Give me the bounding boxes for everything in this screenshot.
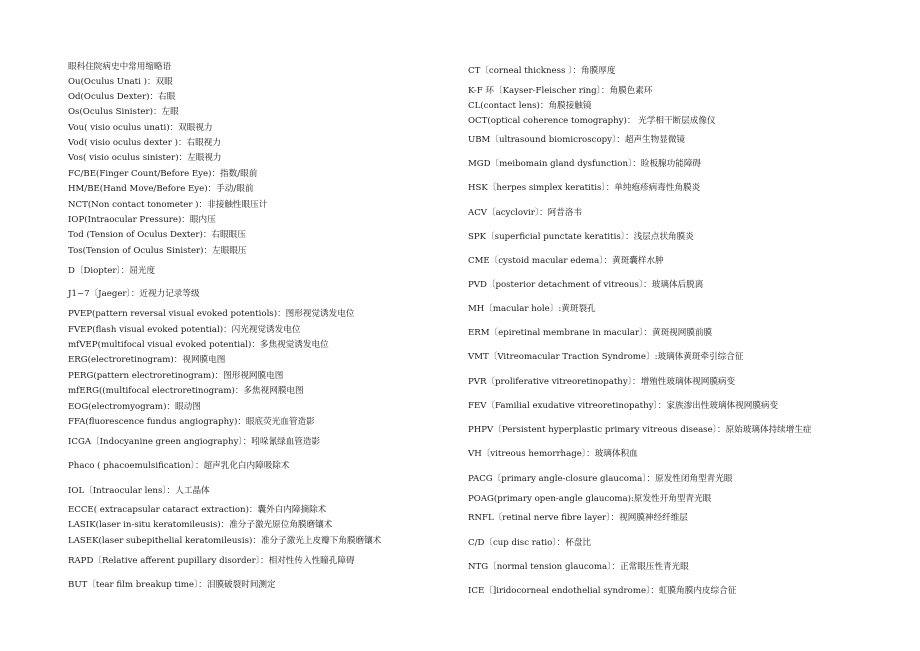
glossary-entry: HM/BE(Hand Move/Before Eye)：手动/眼前: [68, 184, 254, 194]
glossary-entry: RAPD〔Relative afferent pupillary disorder〕：相对性传入性瞳孔障碍: [68, 556, 355, 566]
glossary-entry: FEV〔Familial exudative vitreoretinopathy〕：家族渗出性玻璃体视网膜病变: [468, 401, 779, 411]
glossary-entry: POAG(primary open-angle glaucoma):原发性开角型青光眼: [468, 494, 712, 504]
glossary-entry: VH〔vitreous hemorrhage〕：玻璃体积血: [468, 449, 638, 459]
glossary-entry: UBM〔ultrasound biomicroscopy〕：超声生物显微镜: [468, 135, 686, 145]
glossary-entry: C/D〔cup disc ratio〕：杯盘比: [468, 538, 592, 548]
glossary-entry: ERG(electroretinogram)：视网膜电图: [68, 355, 226, 365]
glossary-entry: IOL〔Intraocular lens〕：人工晶体: [68, 486, 210, 496]
glossary-entry: D〔Diopter〕：屈光度: [68, 266, 156, 276]
glossary-entry: HSK〔herpes simplex keratitis〕：单纯疱疹病毒性角膜炎: [468, 183, 701, 193]
glossary-entry: CL(contact lens)：角膜接触镜: [468, 101, 592, 111]
glossary-entry: LASEK(laser subepithelial keratomileusis)：准分子激光上皮瓣下角膜磨镶术: [68, 536, 382, 546]
glossary-entry: Vod( visio oculus dexter )：右眼视力: [68, 138, 221, 148]
glossary-entry: PERG(pattern electroretinogram)：图形视网膜电图: [68, 371, 284, 381]
glossary-entry: Tod (Tension of Oculus Dexter)：右眼眼压: [68, 230, 246, 240]
glossary-entry: NCT(Non contact tonometer )：非接触性眼压计: [68, 200, 268, 210]
glossary-entry: Phaco ( phacoemulsification〕：超声乳化白内障吸除术: [68, 461, 290, 471]
glossary-entry: VMT〔Vitreomacular Traction Syndrome〕:玻璃体黄斑牵引综合征: [468, 352, 744, 362]
glossary-entry: mfVEP(multifocal visual evoked potential)：多焦视觉诱发电位: [68, 340, 329, 350]
glossary-entry: BUT〔tear film breakup time〕：泪膜破裂时间测定: [68, 580, 276, 590]
glossary-entry: mfERG((multifocal electroretinogram)：多焦视网膜电图: [68, 386, 304, 396]
glossary-entry: EOG(electromyogram)：眼动图: [68, 402, 201, 412]
glossary-entry: FC/BE(Finger Count/Before Eye)：指数/眼前: [68, 169, 258, 179]
glossary-entry: ERM〔epiretinal membrane in macular〕：黄斑视网膜前膜: [468, 328, 713, 338]
glossary-entry: Vou( visio oculus unati)：双眼视力: [68, 123, 213, 133]
glossary-entry: PHPV〔Persistent hyperplastic primary vitreous disease〕：原始玻璃体持续增生症: [468, 425, 812, 435]
glossary-entry: PACG〔primary angle-closure glaucoma〕：原发性闭角型青光眼: [468, 474, 733, 484]
glossary-entry: Vos( visio oculus sinister)：左眼视力: [68, 153, 222, 163]
glossary-entry: OCT(optical coherence tomography)： 光学相干断层成像仪: [468, 116, 716, 126]
glossary-entry: K-F 环〔Kayser-Fleischer ring〕：角膜色素环: [468, 86, 653, 96]
glossary-entry: PVD〔posterior detachment of vitreous〕：玻璃体后脱离: [468, 280, 704, 290]
glossary-entry: MGD〔meibomain gland dysfunction〕：睑板腺功能障碍: [468, 159, 702, 169]
glossary-entry: ICE〔]iridocorneal endothelial syndrome〕：虹膜角膜内皮综合征: [468, 586, 737, 596]
glossary-entry: ECCE( extracapsular cataract extraction)：囊外白内障摘除术: [68, 505, 327, 515]
glossary-entry: FVEP(flash visual evoked potential)：闪光视觉诱发电位: [68, 325, 301, 335]
document-title: 眼科住院病史中常用缩略语: [68, 62, 172, 72]
glossary-entry: CT〔corneal thickness 〕：角膜厚度: [468, 66, 616, 76]
glossary-entry: Tos(Tension of Oculus Sinister)：左眼眼压: [68, 246, 247, 256]
glossary-entry: SPK〔superficial punctate keratitis〕：浅层点状角膜炎: [468, 232, 694, 242]
glossary-entry: RNFL〔retinal nerve fibre layer〕：视网膜神经纤维层: [468, 513, 688, 523]
glossary-entry: J1~7〔Jaeger〕：近视力记录等级: [68, 289, 200, 299]
glossary-entry: FFA(fluorescence fundus angiography)：眼底荧光血管造影: [68, 417, 315, 427]
glossary-entry: MH〔macular hole〕:黄斑裂孔: [468, 304, 596, 314]
glossary-entry: CME〔cystoid macular edema〕：黄斑囊样水肿: [468, 256, 664, 266]
glossary-entry: IOP(Intraocular Pressure)：眼内压: [68, 215, 216, 225]
glossary-entry: Os(Oculus Sinister)：左眼: [68, 107, 179, 117]
glossary-entry: LASIK(laser in-situ keratomileusis)：准分子激光原位角膜磨镶术: [68, 520, 333, 530]
glossary-entry: ACV〔acyclovir〕：阿昔洛韦: [468, 208, 583, 218]
glossary-entry: PVR〔proliferative vitreoretinopathy〕：增殖性玻璃体视网膜病变: [468, 377, 736, 387]
glossary-entry: Od(Oculus Dexter)：右眼: [68, 92, 176, 102]
glossary-entry: ICGA〔Indocyanine green angiography〕：吲哚氰绿血管造影: [68, 437, 321, 447]
glossary-entry: PVEP(pattern reversal visual evoked potentiols)：图形视觉诱发电位: [68, 309, 355, 319]
glossary-entry: NTG〔normal tension glaucoma〕：正常眼压性青光眼: [468, 562, 689, 572]
glossary-entry: Ou(Oculus Unati )：双眼: [68, 77, 173, 87]
